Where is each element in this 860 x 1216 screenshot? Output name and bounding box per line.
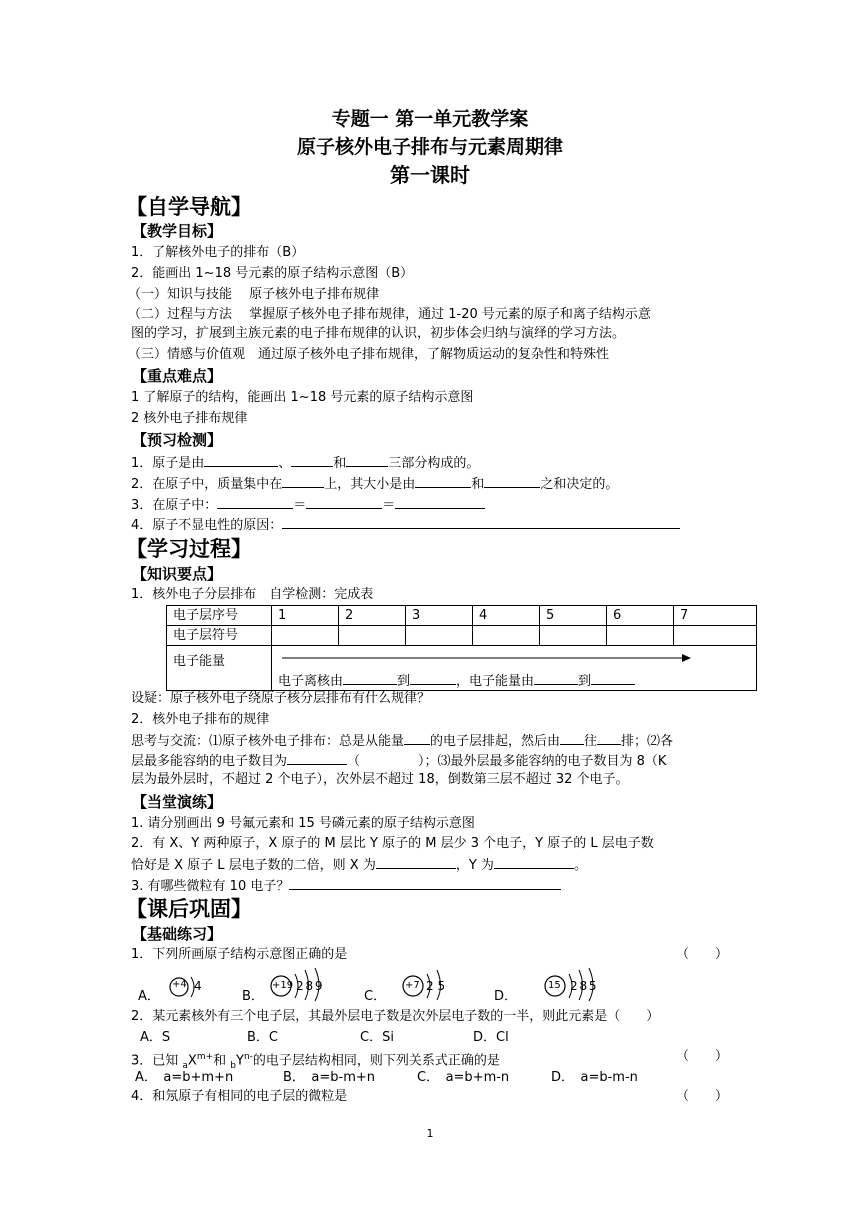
text: 2．在原子中，质量集中在 [131,477,283,492]
table-cell: 电子能量 [167,646,272,691]
table-cell[interactable] [272,626,339,646]
text: 3．已知 [131,1053,183,1069]
text: 往 [584,734,598,749]
blank[interactable] [282,474,324,488]
key-point-1: 1 了解原子的结构，能画出 1~18 号元素的原子结构示意图 [131,390,474,405]
text: 层最多能容纳的电子数目为 [131,754,288,769]
knowledge-heading: 【知识要点】 [132,565,223,583]
text: 恰好是 X 原子 L 层电子数的二倍，则 X 为 [131,858,376,873]
text: 和 [333,456,347,471]
blank[interactable] [217,495,293,509]
practice-3 [131,876,561,896]
knowledge-1: 1．核外电子分层排布 自学检测：完成表 [131,587,374,602]
basic-q2: 2．某元素核外有三个电子层，其最外层电子数是次外层电子数的一半，则此元素是（ ） [131,1009,660,1024]
text: 之和决定的。 [540,477,619,492]
table-cell: 电子层序号 [167,606,272,626]
answer-bracket[interactable]: （ ） [676,947,729,962]
basic-q2-opt-d[interactable]: D．Cl [473,1030,509,1045]
text: ，电子能量由 [456,674,535,689]
practice-2-line2 [131,855,587,875]
table-cell: 2 [339,606,406,626]
atom-b-nucleus: +19 [272,980,294,991]
text: 电子离核由 [278,674,344,689]
blank[interactable] [404,731,430,745]
basic-q4: 4．和氖原子有相同的电子层的微粒是 [131,1089,348,1104]
practice-1: 1. 请分别画出 9 号氟元素和 15 号磷元素的原子结构示意图 [131,816,475,831]
objective-3: （一）知识与技能 原子核外电子排布规律 [128,287,380,302]
table-cell: 7 [674,606,757,626]
superscript: m+ [196,1052,214,1062]
arrow-icon [282,653,692,663]
objective-2: 2．能画出 1~18 号元素的原子结构示意图（B） [131,266,414,281]
blank[interactable] [395,495,485,509]
practice-heading: 【当堂演练】 [132,793,223,811]
text: 4．原子不显电性的原因： [131,518,283,533]
table-cell: 6 [607,606,674,626]
basic-q1: 1．下列所画原子结构示意图正确的是 [131,947,348,962]
table-cell[interactable] [339,626,406,646]
basic-q3-opt-d[interactable]: D． a=b-m-n [551,1070,638,1085]
table-cell[interactable] [674,626,757,646]
atom-d-shells: 2 8 5 [570,979,596,993]
superscript: n- [243,1052,253,1062]
text: 排；⑵各 [621,734,674,749]
table-row [167,646,757,691]
preview-q2 [131,474,618,494]
table-row [167,606,757,626]
table-cell[interactable] [540,626,607,646]
basic-q3-opt-c[interactable]: C． a=b+m-n [417,1070,510,1085]
doc-title-1: 专题一 第一单元教学案 [331,108,529,130]
blank[interactable] [291,453,333,467]
text: 和 [471,477,485,492]
blank[interactable] [560,731,584,745]
blank[interactable] [591,671,635,685]
section-after-class: 【课后巩固】 [126,897,252,921]
text: 思考与交流：⑴原子核外电子排布：总是从能量 [131,734,405,749]
energy-cell [272,646,757,691]
blank[interactable] [494,855,574,869]
think-line-2 [131,751,666,771]
table-cell: 1 [272,606,339,626]
objective-6: （三）情感与价值观 通过原子核外电子排布规律，了解物质运动的复杂性和特殊性 [128,347,610,362]
objectives-heading: 【教学目标】 [132,222,223,240]
text: ＝ [382,498,396,513]
objective-4: （二）过程与方法 掌握原子核外电子排布规律，通过 1-20 号元素的原子和离子结构示意 [128,307,651,322]
blank[interactable] [484,474,540,488]
basic-q2-opt-c[interactable]: C．Si [360,1030,394,1045]
answer-bracket[interactable]: （ ） [676,1089,729,1104]
text: 、 [278,456,292,471]
basic-q2-opt-b[interactable]: B．C [247,1030,278,1045]
option-d: D． [494,989,518,1004]
table-cell[interactable] [406,626,473,646]
answer-bracket[interactable]: （ ） [676,1049,729,1064]
basic-q3-opt-b[interactable]: B． a=b-m+n [283,1070,376,1085]
table-row [167,626,757,646]
text: 1．原子是由 [131,456,205,471]
table-cell: 4 [473,606,540,626]
text: 上，其大小是由 [324,477,416,492]
atom-c-shells: 2 5 [426,979,446,993]
section-process: 【学习过程】 [126,537,252,561]
doc-title-3: 第一课时 [390,163,470,187]
basic-q3-opt-a[interactable]: A． a=b+m+n [135,1070,234,1085]
blank[interactable] [376,855,456,869]
option-c: C． [364,989,387,1004]
text: 三部分构成的。 [388,456,480,471]
text: X [187,1053,197,1069]
text: 到 [397,674,411,689]
atom-c-nucleus: +7 [405,980,420,991]
blank[interactable] [410,671,456,685]
key-point-2: 2 核外电子排布规律 [131,411,248,426]
text: ，Y 为 [455,858,494,873]
basic-q2-opt-a[interactable]: A．S [140,1030,171,1045]
key-heading: 【重点难点】 [132,367,223,385]
text: 3. 有哪些微粒有 10 电子？ [131,879,290,894]
basic-heading: 【基础练习】 [132,925,223,943]
text: 和 [213,1053,231,1069]
preview-q1 [131,453,479,473]
option-a: A． [138,989,160,1004]
text: ）；⑶最外层最多能容纳的电子数目为 8（K [418,754,667,769]
preview-q3 [131,495,485,515]
question-text: 设疑：原子核外电子绕原子核分层排布有什么规律？ [131,691,431,706]
text: 。 [573,858,587,873]
objective-1: 1．了解核外电子的排布（B） [131,245,305,260]
preview-heading: 【预习检测】 [132,431,223,449]
energy-text [278,671,756,691]
text: 的电子层结构相同，则下列关系式正确的是 [252,1053,500,1069]
think-line-3: 层为最外层时，不超过 2 个电子），次外层不超过 18，倒数第三层不超过 32 个电子。 [131,772,629,787]
blank[interactable] [287,751,347,765]
blank[interactable] [534,671,578,685]
table-cell[interactable] [607,626,674,646]
text: （ [347,754,361,769]
shell-table [166,605,757,691]
text: Y [236,1053,244,1069]
atom-b-shells: 2 8 9 [296,979,322,993]
text: ＝ [293,498,307,513]
atom-a-shells: 4 [194,979,202,993]
table-cell: 3 [406,606,473,626]
knowledge-2: 2．核外电子排布的规律 [131,712,270,727]
section-self-study: 【自学导航】 [126,195,252,219]
atom-d-nucleus: 15 [548,980,561,991]
text: 的电子层排起，然后由 [430,734,561,749]
blank[interactable] [597,731,621,745]
objective-5: 图的学习，扩展到主族元素的电子排布规律的认识，初步体会归纳与演绎的学习方法。 [131,326,626,341]
think-line-1 [131,731,673,751]
blank[interactable] [415,474,471,488]
table-cell: 5 [540,606,607,626]
atom-a-nucleus: +4 [172,979,187,990]
blank[interactable] [204,453,278,467]
text: 3．在原子中： [131,498,218,513]
page-number: 1 [426,1127,434,1140]
blank[interactable] [289,876,561,890]
table-cell: 电子层符号 [167,626,272,646]
subscript: a [182,1060,188,1071]
doc-title-2: 原子核外电子排布与元素周期律 [296,136,563,158]
blank[interactable] [346,453,388,467]
preview-q4 [131,515,680,535]
text: 到 [578,674,592,689]
blank[interactable] [282,515,680,529]
practice-2-line1: 2．有 X、Y 两种原子，X 原子的 M 层比 Y 原子的 M 层少 3 个电子，Y 原子的 L 层电子数 [131,836,654,851]
blank[interactable] [343,671,397,685]
table-cell[interactable] [473,626,540,646]
blank[interactable] [306,495,382,509]
subscript: b [230,1060,236,1071]
option-b: B． [242,989,264,1004]
